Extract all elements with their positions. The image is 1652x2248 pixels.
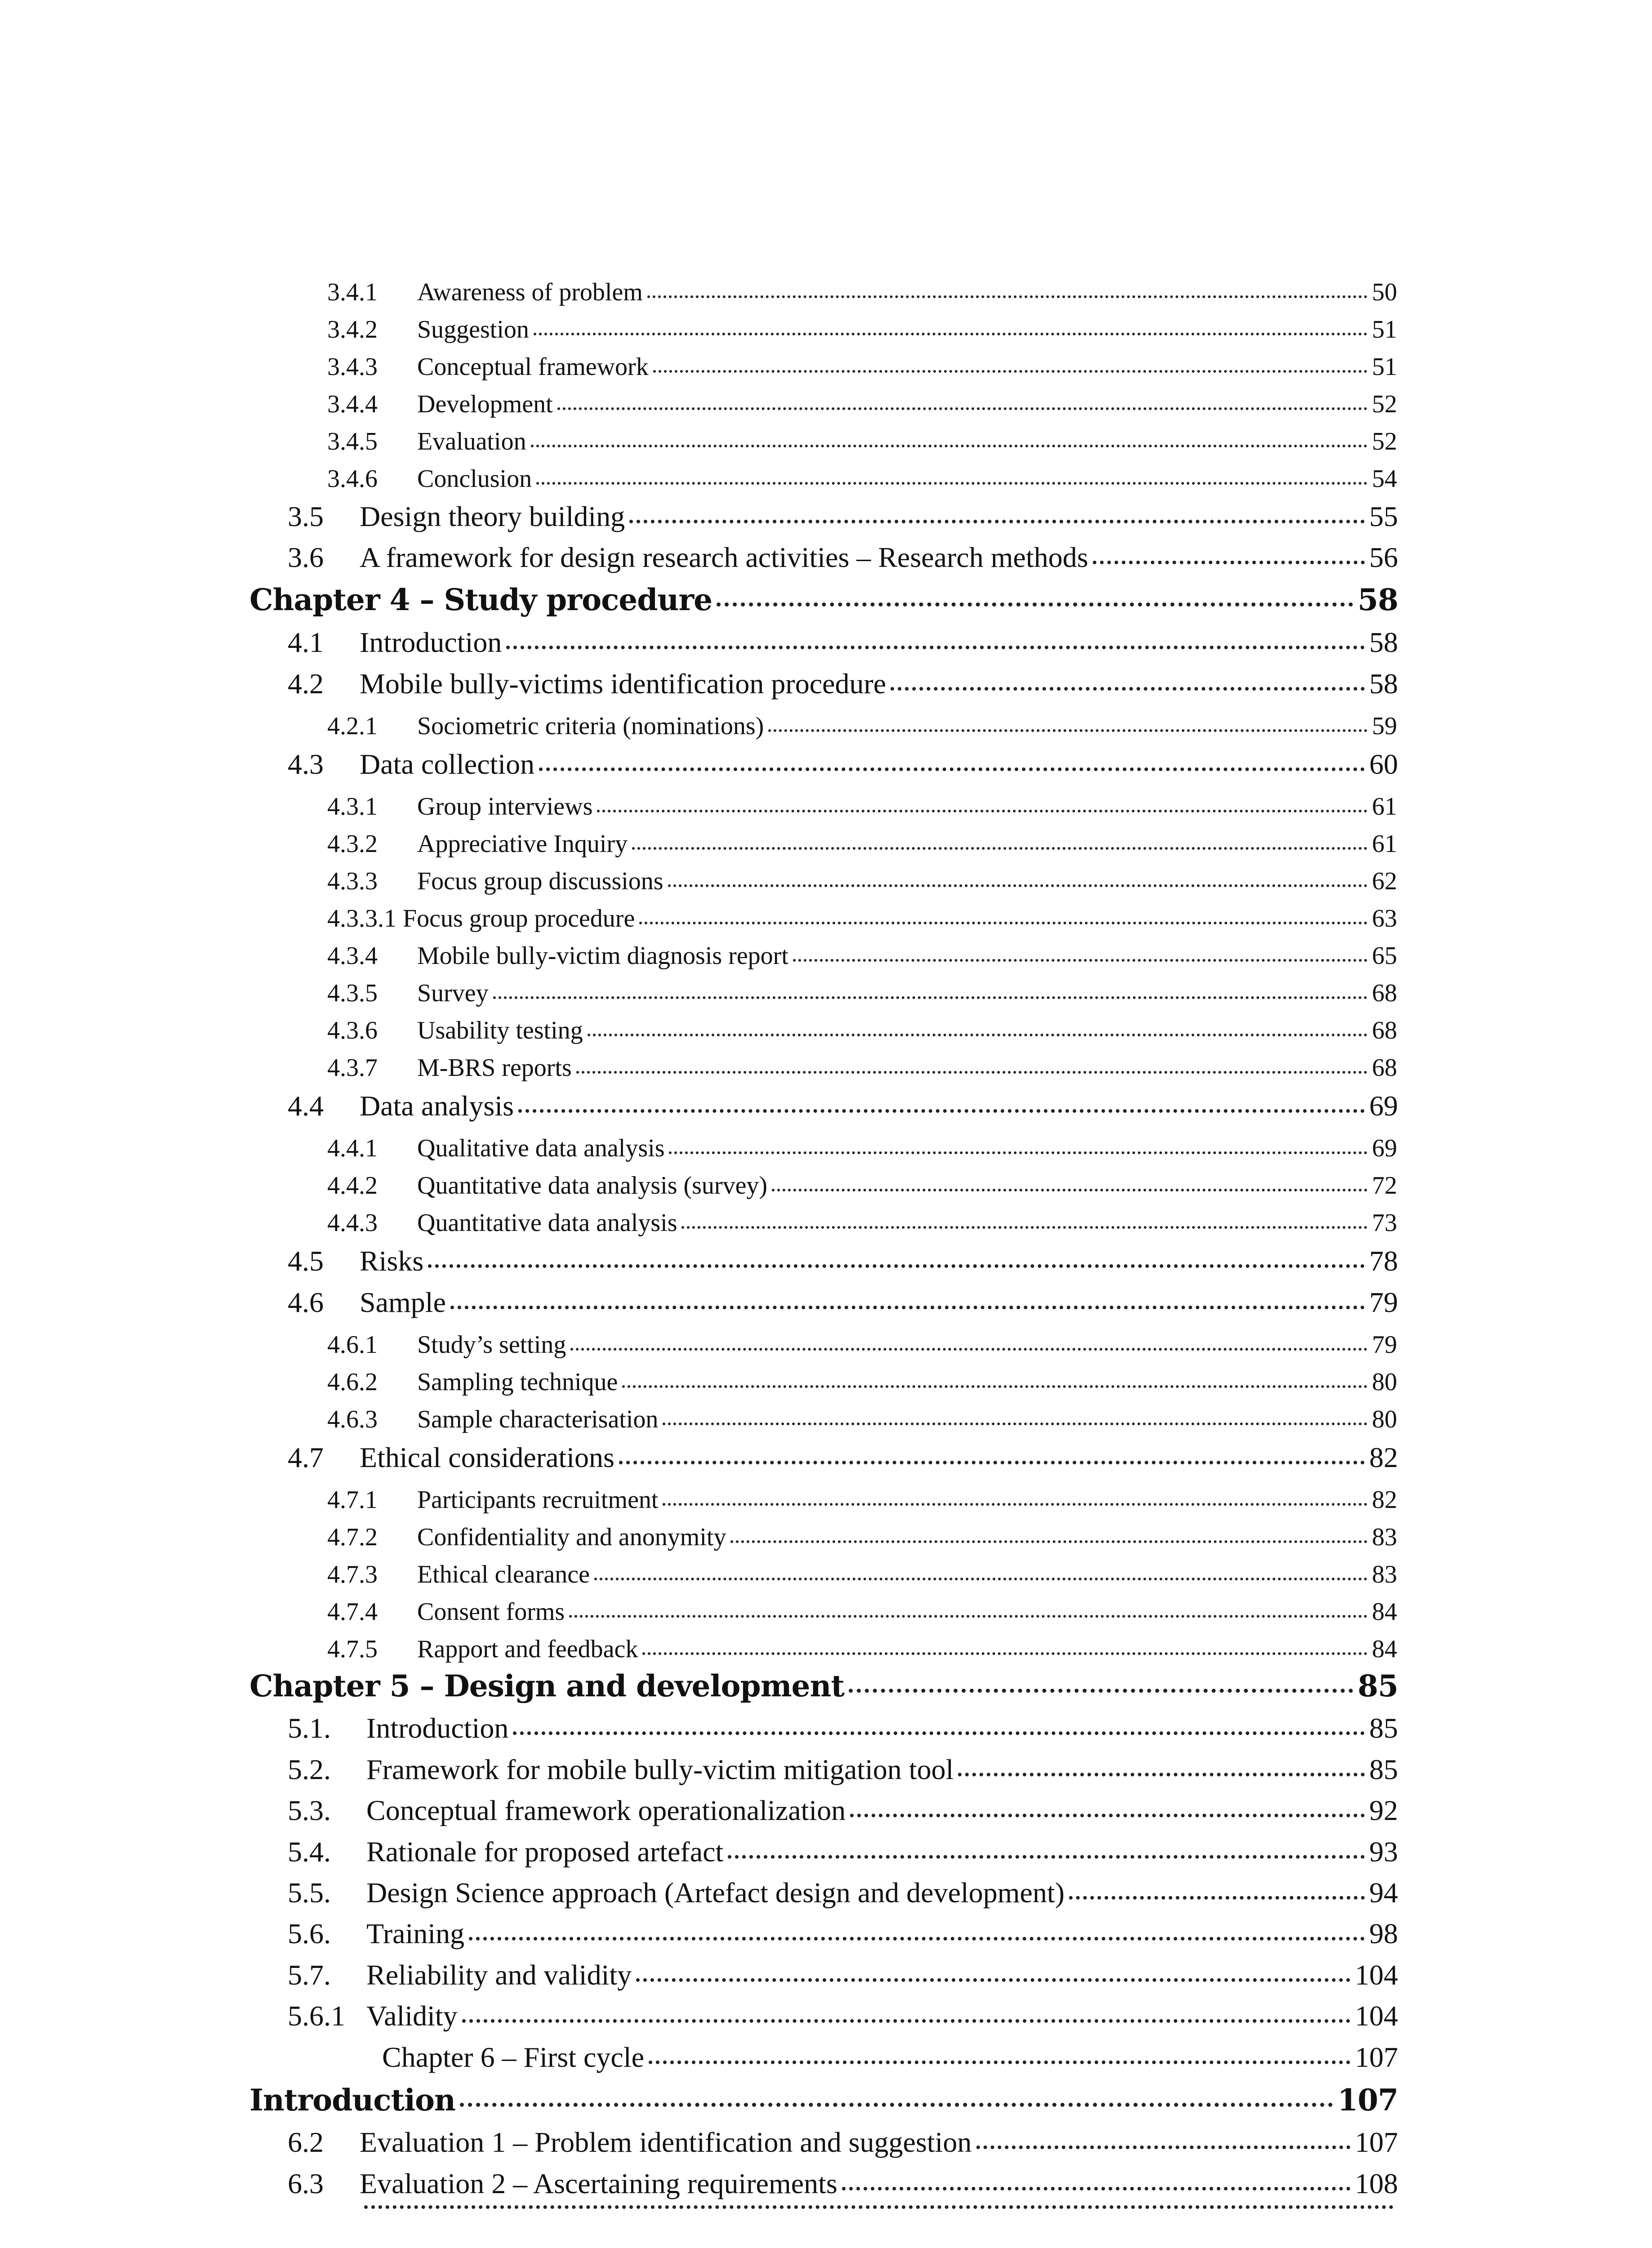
dot-leader xyxy=(639,922,1367,924)
page-number: 107 xyxy=(1337,2083,1398,2118)
section-number: 3.6 xyxy=(288,541,324,573)
toc-entry[interactable] xyxy=(327,1368,1397,1396)
dot-leader xyxy=(842,2187,1350,2190)
dot-leader xyxy=(534,333,1367,335)
section-title: Data collection xyxy=(360,748,535,780)
section-number: 4.7.2 xyxy=(327,1523,378,1551)
section-number: 5.2. xyxy=(288,1753,331,1785)
section-number: 5.5. xyxy=(288,1877,331,1909)
section-title: Evaluation xyxy=(417,428,526,455)
page-number: 84 xyxy=(1372,1635,1397,1663)
section-number: 3.4.4 xyxy=(327,390,378,418)
section-number: 5.6. xyxy=(288,1918,331,1949)
toc-chapter-entry[interactable] xyxy=(249,1668,1398,1704)
toc-entry[interactable] xyxy=(327,1560,1397,1589)
dot-leader xyxy=(531,445,1367,447)
section-title: Quantitative data analysis (survey) xyxy=(417,1172,768,1200)
page-number: 98 xyxy=(1369,1918,1398,1949)
page-number: 51 xyxy=(1372,353,1397,381)
toc-entry[interactable] xyxy=(288,2167,1398,2200)
dot-leader xyxy=(629,520,1365,523)
toc-entry[interactable] xyxy=(288,626,1398,659)
dot-leader xyxy=(849,1689,1353,1693)
dot-leader xyxy=(653,370,1367,373)
toc-entry[interactable] xyxy=(288,2041,1398,2074)
toc-entry[interactable] xyxy=(327,1209,1397,1237)
dot-leader xyxy=(493,996,1367,999)
section-title: Rapport and feedback xyxy=(417,1635,638,1663)
section-number: 4.6.2 xyxy=(327,1368,378,1396)
dot-leader xyxy=(647,295,1367,298)
section-number: 4.7.5 xyxy=(327,1635,378,1663)
page-number: 60 xyxy=(1369,748,1398,780)
toc-entry[interactable] xyxy=(327,1053,1397,1082)
section-title: Design theory building xyxy=(360,500,625,532)
toc-entry[interactable] xyxy=(327,464,1397,493)
section-title: Focus group discussions xyxy=(417,867,663,895)
dot-leader xyxy=(669,1151,1367,1154)
dot-leader xyxy=(668,884,1367,887)
section-title: Design Science approach (Artefact design and development) xyxy=(366,1877,1065,1909)
section-number: 3.4.3 xyxy=(327,353,378,381)
page-number: 83 xyxy=(1372,1561,1397,1588)
section-number: 5.7. xyxy=(288,1959,331,1991)
page-number: 68 xyxy=(1372,1054,1397,1082)
section-number: 5.1. xyxy=(288,1712,331,1744)
dot-leader xyxy=(632,847,1367,850)
page-number: 108 xyxy=(1355,2168,1398,2199)
toc-entry[interactable] xyxy=(288,748,1398,781)
section-number: 5.4. xyxy=(288,1836,331,1868)
dot-leader xyxy=(364,2205,1394,2209)
page-number: 83 xyxy=(1372,1523,1397,1551)
page-number: 93 xyxy=(1369,1836,1398,1868)
chapter-title: Chapter 5 – Design and development xyxy=(249,1668,844,1704)
dot-leader xyxy=(768,729,1367,732)
toc-entry[interactable] xyxy=(288,1441,1398,1474)
section-number: 4.3 xyxy=(288,748,324,780)
section-number: 4.3.4 xyxy=(327,942,378,970)
section-title: Group interviews xyxy=(417,793,593,821)
page-number: 72 xyxy=(1372,1172,1397,1200)
section-number: 4.1 xyxy=(288,626,324,658)
section-title: Awareness of problem xyxy=(417,278,643,306)
toc-chapter-entry[interactable] xyxy=(249,2083,1398,2118)
dot-leader xyxy=(730,1540,1367,1543)
dot-leader xyxy=(594,1578,1367,1580)
page-number: 51 xyxy=(1372,316,1397,343)
page-number: 56 xyxy=(1369,541,1398,573)
section-title: Mobile bully-victims identification procedure xyxy=(360,668,886,700)
section-title: Qualitative data analysis xyxy=(417,1134,665,1162)
section-title: Risks xyxy=(360,1245,424,1277)
section-number: 4.4 xyxy=(288,1090,324,1122)
toc-entry[interactable] xyxy=(327,979,1397,1008)
dot-leader xyxy=(536,482,1367,485)
page-number: 104 xyxy=(1355,2000,1398,2032)
toc-entry[interactable] xyxy=(327,1485,1397,1514)
toc-entry[interactable] xyxy=(288,1835,1398,1869)
toc-entry[interactable] xyxy=(327,830,1397,858)
dot-leader xyxy=(1093,561,1365,564)
section-title: Evaluation 1 – Problem identification and suggestion xyxy=(360,2126,972,2158)
section-title: Sampling technique xyxy=(417,1368,618,1396)
toc-entry[interactable] xyxy=(327,315,1397,344)
dot-leader xyxy=(728,1855,1365,1859)
page-number: 58 xyxy=(1369,668,1398,700)
page-number: 59 xyxy=(1372,712,1397,740)
dot-leader xyxy=(506,646,1365,649)
section-number: 4.6.3 xyxy=(327,1405,378,1433)
page-number: 85 xyxy=(1358,1668,1398,1704)
section-title: Mobile bully-victim diagnosis report xyxy=(417,942,788,970)
page-number: 80 xyxy=(1372,1368,1397,1396)
page-number: 68 xyxy=(1372,1017,1397,1044)
section-title: Conceptual framework operationalization xyxy=(366,1794,846,1826)
toc-entry[interactable] xyxy=(327,390,1397,419)
page-number: 69 xyxy=(1372,1134,1397,1162)
section-number: 4.5 xyxy=(288,1245,324,1277)
toc-entry[interactable] xyxy=(327,1330,1397,1359)
page-number: 79 xyxy=(1369,1286,1398,1318)
page-number: 54 xyxy=(1372,465,1397,493)
section-title: Evaluation 2 – Ascertaining requirements xyxy=(360,2168,837,2199)
section-number: 3.4.5 xyxy=(327,428,378,455)
section-title: Introduction xyxy=(366,1712,509,1744)
dot-leader xyxy=(450,1306,1365,1309)
dot-leader xyxy=(539,767,1365,771)
section-title: Conceptual framework xyxy=(417,353,649,381)
dot-leader xyxy=(428,1264,1365,1268)
toc-entry[interactable] xyxy=(288,1244,1398,1278)
dot-leader xyxy=(772,1189,1367,1191)
dot-leader xyxy=(958,1773,1365,1776)
toc-entry[interactable] xyxy=(327,904,1397,933)
section-number: 4.4.3 xyxy=(327,1209,378,1237)
section-number: 4.3.7 xyxy=(327,1054,378,1082)
toc-entry[interactable] xyxy=(327,1016,1397,1045)
section-title: Sociometric criteria (nominations) xyxy=(417,712,764,740)
page-number: 107 xyxy=(1355,2126,1398,2158)
toc-entry[interactable] xyxy=(327,1523,1397,1552)
chapter-title: Introduction xyxy=(249,2083,456,2118)
page-number: 73 xyxy=(1372,1209,1397,1237)
section-number: 3.4.6 xyxy=(327,465,378,493)
section-number: 4.7 xyxy=(288,1441,324,1473)
section-number: 4.7.3 xyxy=(327,1561,378,1588)
toc-entry[interactable] xyxy=(288,500,1398,533)
toc-entry[interactable] xyxy=(288,667,1398,700)
section-number: 4.4.1 xyxy=(327,1134,378,1162)
toc-entry[interactable] xyxy=(327,1171,1397,1200)
section-number: 4.3.6 xyxy=(327,1017,378,1044)
page-number: 78 xyxy=(1369,1245,1398,1277)
page-number: 55 xyxy=(1369,500,1398,532)
section-number: 6.2 xyxy=(288,2126,324,2158)
section-title: Suggestion xyxy=(417,316,529,343)
page-number: 65 xyxy=(1372,942,1397,970)
dot-leader xyxy=(469,1937,1365,1940)
section-title: Sample xyxy=(360,1286,446,1318)
toc-entry[interactable] xyxy=(327,1597,1397,1626)
page-number: 85 xyxy=(1369,1753,1398,1785)
toc-chapter-entry[interactable] xyxy=(249,582,1398,617)
section-number: 4.7.4 xyxy=(327,1598,378,1626)
section-title: Introduction xyxy=(360,626,502,658)
dot-leader xyxy=(570,1348,1367,1351)
toc-entry[interactable] xyxy=(327,941,1397,970)
toc-entry[interactable] xyxy=(288,1286,1398,1319)
toc-entry[interactable] xyxy=(288,1917,1398,1950)
section-title: Appreciative Inquiry xyxy=(417,830,628,858)
section-title: Consent forms xyxy=(417,1598,565,1626)
toc-entry[interactable] xyxy=(288,1794,1398,1827)
section-title: A framework for design research activities – Research methods xyxy=(360,541,1088,573)
section-title: M-BRS reports xyxy=(417,1054,572,1082)
section-number: 4.2 xyxy=(288,668,324,700)
dot-leader xyxy=(850,1814,1365,1817)
section-number: 3.4.2 xyxy=(327,316,378,343)
page-number: 69 xyxy=(1369,1090,1398,1122)
toc-entry[interactable] xyxy=(327,352,1397,381)
section-number: 4.3.5 xyxy=(327,979,378,1007)
section-title: Rationale for proposed artefact xyxy=(366,1836,724,1868)
dot-leader xyxy=(663,1423,1367,1425)
section-title: Chapter 6 – First cycle xyxy=(382,2041,644,2073)
dot-leader xyxy=(597,810,1367,812)
toc-entry[interactable] xyxy=(327,278,1397,307)
section-number: 5.3. xyxy=(288,1794,331,1826)
page-number: 68 xyxy=(1372,979,1397,1007)
toc-entry[interactable] xyxy=(288,1876,1398,1909)
toc-entry[interactable] xyxy=(327,1405,1397,1434)
chapter-title: Chapter 4 – Study procedure xyxy=(249,582,712,617)
dot-leader xyxy=(717,602,1353,607)
page-number: 50 xyxy=(1372,278,1397,306)
dot-leader xyxy=(513,1731,1365,1735)
section-number: 6.3 xyxy=(288,2168,324,2199)
section-title: Confidentiality and anonymity xyxy=(417,1523,726,1551)
dot-leader xyxy=(649,2061,1350,2064)
section-title: Study’s setting xyxy=(417,1331,566,1359)
toc-entry[interactable] xyxy=(288,2126,1398,2159)
toc-entry[interactable] xyxy=(288,1089,1398,1123)
section-number: 5.6.1 xyxy=(288,2000,345,2032)
toc-entry[interactable] xyxy=(327,867,1397,896)
section-title: Ethical considerations xyxy=(360,1441,614,1473)
section-title: Training xyxy=(366,1918,465,1949)
section-number: 4.4.2 xyxy=(327,1172,378,1200)
dot-leader xyxy=(891,687,1365,691)
dot-leader xyxy=(588,1034,1367,1036)
toc-entry[interactable] xyxy=(327,792,1397,821)
dot-leader xyxy=(1069,1896,1365,1900)
page-number: 61 xyxy=(1372,793,1397,821)
page-number: 58 xyxy=(1358,582,1398,617)
section-number: 4.6.1 xyxy=(327,1331,378,1359)
dot-leader xyxy=(681,1226,1367,1229)
dot-leader xyxy=(518,1109,1365,1113)
section-title: Survey xyxy=(417,979,489,1007)
page-number: 82 xyxy=(1369,1441,1398,1473)
section-number: 4.2.1 xyxy=(327,712,378,740)
section-number: 4.7.1 xyxy=(327,1486,378,1514)
section-title: Framework for mobile bully-victim mitigation tool xyxy=(366,1753,954,1785)
page-number: 62 xyxy=(1372,867,1397,895)
section-number: 4.3.3 xyxy=(327,867,378,895)
section-number: 4.3.2 xyxy=(327,830,378,858)
page-number: 79 xyxy=(1372,1331,1397,1359)
toc-entry[interactable] xyxy=(288,2208,1398,2212)
page-number: 94 xyxy=(1369,1877,1398,1909)
page-number: 63 xyxy=(1372,905,1397,932)
dot-leader xyxy=(793,959,1367,962)
section-title: Reliability and validity xyxy=(366,1959,632,1991)
section-title: Conclusion xyxy=(417,465,532,493)
page-number: 104 xyxy=(1355,1959,1398,1991)
section-title: Usability testing xyxy=(417,1017,583,1044)
toc-entry[interactable] xyxy=(288,1958,1398,1992)
page-number: 84 xyxy=(1372,1598,1397,1626)
dot-leader xyxy=(576,1071,1367,1074)
page-number: 107 xyxy=(1355,2041,1398,2073)
section-title: Quantitative data analysis xyxy=(417,1209,677,1237)
dot-leader xyxy=(557,407,1367,410)
dot-leader xyxy=(663,1503,1367,1506)
page-number: 92 xyxy=(1369,1794,1398,1826)
section-title: Sample characterisation xyxy=(417,1405,659,1433)
page-number: 61 xyxy=(1372,830,1397,858)
toc-entry[interactable] xyxy=(288,1712,1398,1745)
dot-leader xyxy=(636,1978,1350,1982)
section-title: Validity xyxy=(366,2000,458,2032)
dot-leader xyxy=(569,1615,1367,1618)
toc-entry[interactable] xyxy=(327,427,1397,456)
section-number: 3.5 xyxy=(288,500,324,532)
toc-entry[interactable] xyxy=(288,1999,1398,2033)
dot-leader xyxy=(460,2103,1333,2107)
dot-leader xyxy=(622,1385,1367,1388)
section-title: Development xyxy=(417,390,553,418)
dot-leader xyxy=(976,2145,1350,2149)
section-title: 4.3.3.1 Focus group procedure xyxy=(327,905,635,932)
page-number: 52 xyxy=(1372,390,1397,418)
dot-leader xyxy=(642,1652,1367,1655)
page-number: 85 xyxy=(1369,1712,1398,1744)
page-number: 52 xyxy=(1372,428,1397,455)
section-title: Participants recruitment xyxy=(417,1486,659,1514)
section-number: 4.6 xyxy=(288,1286,324,1318)
toc-entry[interactable] xyxy=(327,1635,1397,1664)
page-number: 58 xyxy=(1369,626,1398,658)
toc-entry[interactable] xyxy=(288,541,1398,574)
dot-leader xyxy=(619,1461,1365,1464)
page-number: 80 xyxy=(1372,1405,1397,1433)
toc-entry[interactable] xyxy=(288,1753,1398,1786)
section-number: 4.3.1 xyxy=(327,793,378,821)
dot-leader xyxy=(462,2019,1350,2023)
section-title: Ethical clearance xyxy=(417,1561,590,1588)
toc-entry[interactable] xyxy=(327,712,1397,740)
page-number: 82 xyxy=(1372,1486,1397,1514)
toc-entry[interactable] xyxy=(327,1134,1397,1163)
section-number: 3.4.1 xyxy=(327,278,378,306)
section-title: Data analysis xyxy=(360,1090,514,1122)
